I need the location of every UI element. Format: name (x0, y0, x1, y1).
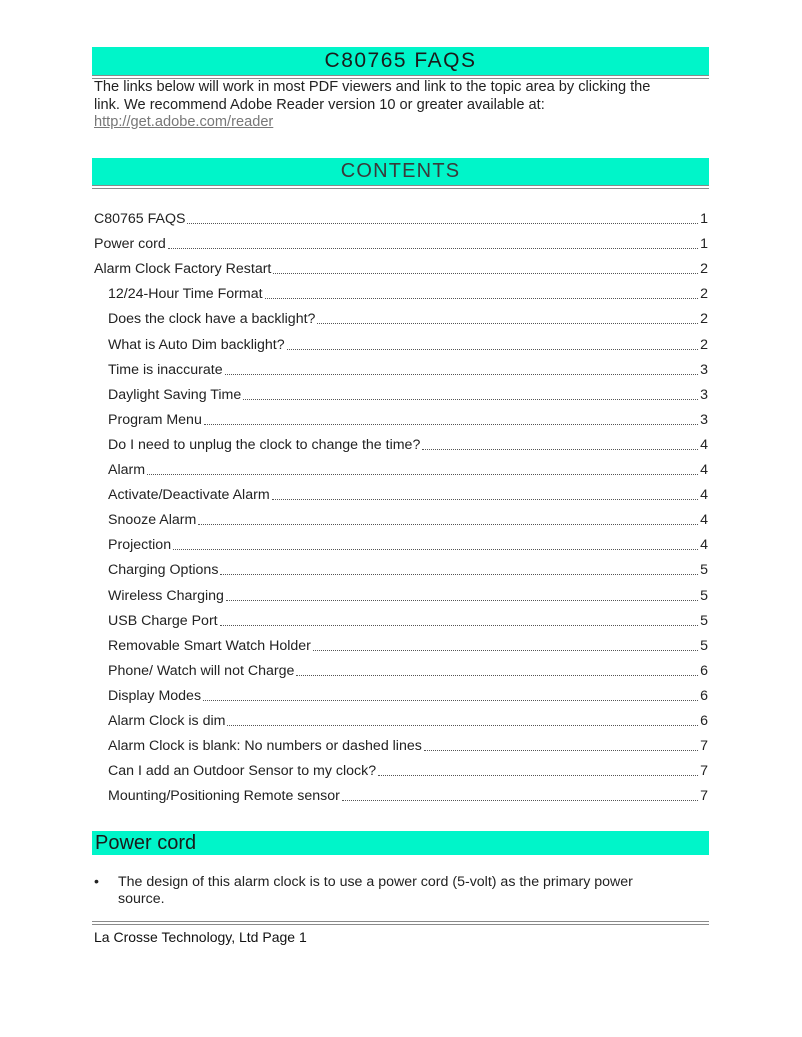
toc-entry[interactable] (94, 453, 708, 478)
toc-entry-label[interactable]: USB Charge Port (108, 612, 218, 629)
toc-entry[interactable] (94, 779, 708, 804)
toc-entry[interactable] (94, 302, 708, 327)
toc-entry[interactable] (94, 202, 708, 227)
toc-entry[interactable] (94, 528, 708, 553)
contents-heading: CONTENTS (340, 160, 461, 182)
toc-entry[interactable] (94, 729, 708, 754)
toc-entry-label[interactable]: Charging Options (108, 562, 219, 579)
toc-entry-page: 6 (700, 662, 708, 679)
toc-leader-dots (225, 362, 699, 375)
toc-entry[interactable] (94, 227, 708, 252)
toc-leader-dots (272, 487, 698, 500)
toc-entry[interactable] (94, 277, 708, 302)
toc-leader-dots (147, 462, 698, 475)
toc-entry[interactable] (94, 553, 708, 578)
toc-entry-page: 4 (700, 462, 708, 479)
toc-entry-label[interactable]: Alarm Clock is blank: No numbers or dashed lines (108, 738, 422, 755)
toc-entry-label[interactable]: Phone/ Watch will not Charge (108, 662, 295, 679)
toc-entry-page: 4 (700, 436, 708, 453)
toc-entry-page: 2 (700, 261, 708, 278)
toc-entry-page: 4 (700, 537, 708, 554)
toc-leader-dots (226, 588, 698, 601)
toc-entry-page: 2 (700, 311, 708, 328)
toc-entry-label[interactable]: Time is inaccurate (108, 361, 223, 378)
toc-entry-label[interactable]: Program Menu (108, 411, 202, 428)
toc-entry[interactable] (94, 654, 708, 679)
toc-leader-dots (342, 788, 698, 801)
table-of-contents (94, 202, 708, 804)
power-cord-banner (92, 831, 709, 855)
toc-entry[interactable] (94, 629, 708, 654)
toc-leader-dots (203, 688, 698, 701)
toc-entry-label[interactable]: Display Modes (108, 687, 202, 704)
toc-entry[interactable] (94, 428, 708, 453)
toc-leader-dots (265, 286, 699, 299)
toc-entry-label[interactable]: C80765 FAQS (94, 211, 186, 228)
toc-entry-page: 4 (700, 512, 708, 529)
toc-entry[interactable] (94, 252, 708, 277)
toc-entry[interactable] (94, 604, 708, 629)
toc-entry[interactable] (94, 378, 708, 403)
toc-entry-page: 5 (700, 637, 708, 654)
toc-leader-dots (424, 738, 698, 751)
toc-entry-label[interactable]: Power cord (94, 236, 166, 253)
toc-leader-dots (422, 437, 698, 450)
bullet-icon: • (94, 874, 99, 890)
footer-text: La Crosse Technology, Ltd Page 1 (94, 929, 307, 945)
toc-entry-label[interactable]: Snooze Alarm (108, 512, 197, 529)
toc-leader-dots (296, 663, 698, 676)
toc-entry[interactable] (94, 503, 708, 528)
adobe-reader-link[interactable]: http://get.adobe.com/reader (94, 114, 274, 130)
toc-entry-page: 7 (700, 763, 708, 780)
toc-entry-label[interactable]: Can I add an Outdoor Sensor to my clock? (108, 763, 377, 780)
toc-entry-label[interactable]: Projection (108, 537, 172, 554)
toc-leader-dots (227, 713, 698, 726)
toc-entry-label[interactable]: Activate/Deactivate Alarm (108, 487, 270, 504)
toc-leader-dots (313, 638, 698, 651)
toc-leader-dots (287, 337, 698, 350)
toc-entry-page: 2 (700, 336, 708, 353)
toc-entry[interactable] (94, 353, 708, 378)
toc-entry-page: 6 (700, 687, 708, 704)
toc-entry-page: 2 (700, 286, 708, 303)
footer-divider (92, 921, 709, 925)
toc-leader-dots (273, 261, 698, 274)
toc-leader-dots (220, 613, 699, 626)
toc-entry-label[interactable]: Does the clock have a backlight? (108, 311, 316, 328)
toc-entry[interactable] (94, 704, 708, 729)
toc-entry[interactable] (94, 754, 708, 779)
toc-entry-page: 3 (700, 361, 708, 378)
toc-leader-dots (204, 412, 698, 425)
toc-entry[interactable] (94, 327, 708, 352)
toc-leader-dots (317, 311, 698, 324)
toc-entry[interactable] (94, 679, 708, 704)
toc-entry-label[interactable]: Wireless Charging (108, 587, 224, 604)
toc-entry[interactable] (94, 578, 708, 603)
intro-line-1: The links below will work in most PDF viewers and link to the topic area by clicking the (94, 79, 651, 95)
toc-entry[interactable] (94, 478, 708, 503)
page-title: C80765 FAQS (324, 49, 477, 72)
intro-line-2: link. We recommend Adobe Reader version 10 or greater available at: (94, 96, 545, 113)
toc-entry-label[interactable]: Do I need to unplug the clock to change the time? (108, 436, 421, 453)
toc-entry-page: 7 (700, 738, 708, 755)
contents-banner (92, 158, 709, 185)
toc-entry-page: 5 (700, 587, 708, 604)
toc-entry-page: 1 (700, 236, 708, 253)
toc-leader-dots (220, 562, 698, 575)
toc-entry-label[interactable]: Alarm (108, 462, 146, 479)
section-heading: Power cord (95, 832, 197, 854)
toc-entry-label[interactable]: What is Auto Dim backlight? (108, 336, 285, 353)
toc-entry-label[interactable]: Alarm Clock is dim (108, 712, 226, 729)
toc-entry-label[interactable]: Removable Smart Watch Holder (108, 637, 311, 654)
contents-divider (92, 185, 709, 189)
toc-entry-page: 1 (700, 211, 708, 228)
toc-leader-dots (187, 211, 698, 224)
title-banner (92, 47, 709, 75)
toc-entry-page: 3 (700, 386, 708, 403)
intro-paragraph (94, 79, 694, 132)
toc-leader-dots (173, 537, 698, 550)
toc-entry-label[interactable]: Daylight Saving Time (108, 386, 242, 403)
toc-leader-dots (198, 512, 698, 525)
toc-leader-dots (168, 236, 698, 249)
toc-entry-page: 7 (700, 788, 708, 805)
toc-entry-page: 3 (700, 411, 708, 428)
toc-entry-page: 4 (700, 487, 708, 504)
bullet-text: The design of this alarm clock is to use a power cord (5-volt) as the primary power source. (118, 874, 633, 907)
toc-entry-page: 5 (700, 612, 708, 629)
toc-entry[interactable] (94, 403, 708, 428)
toc-leader-dots (378, 763, 698, 776)
toc-entry-label[interactable]: Alarm Clock Factory Restart (94, 261, 272, 278)
toc-entry-page: 6 (700, 712, 708, 729)
toc-leader-dots (243, 387, 698, 400)
toc-entry-label[interactable]: 12/24-Hour Time Format (108, 286, 263, 303)
toc-entry-label[interactable]: Mounting/Positioning Remote sensor (108, 788, 340, 805)
toc-entry-page: 5 (700, 562, 708, 579)
